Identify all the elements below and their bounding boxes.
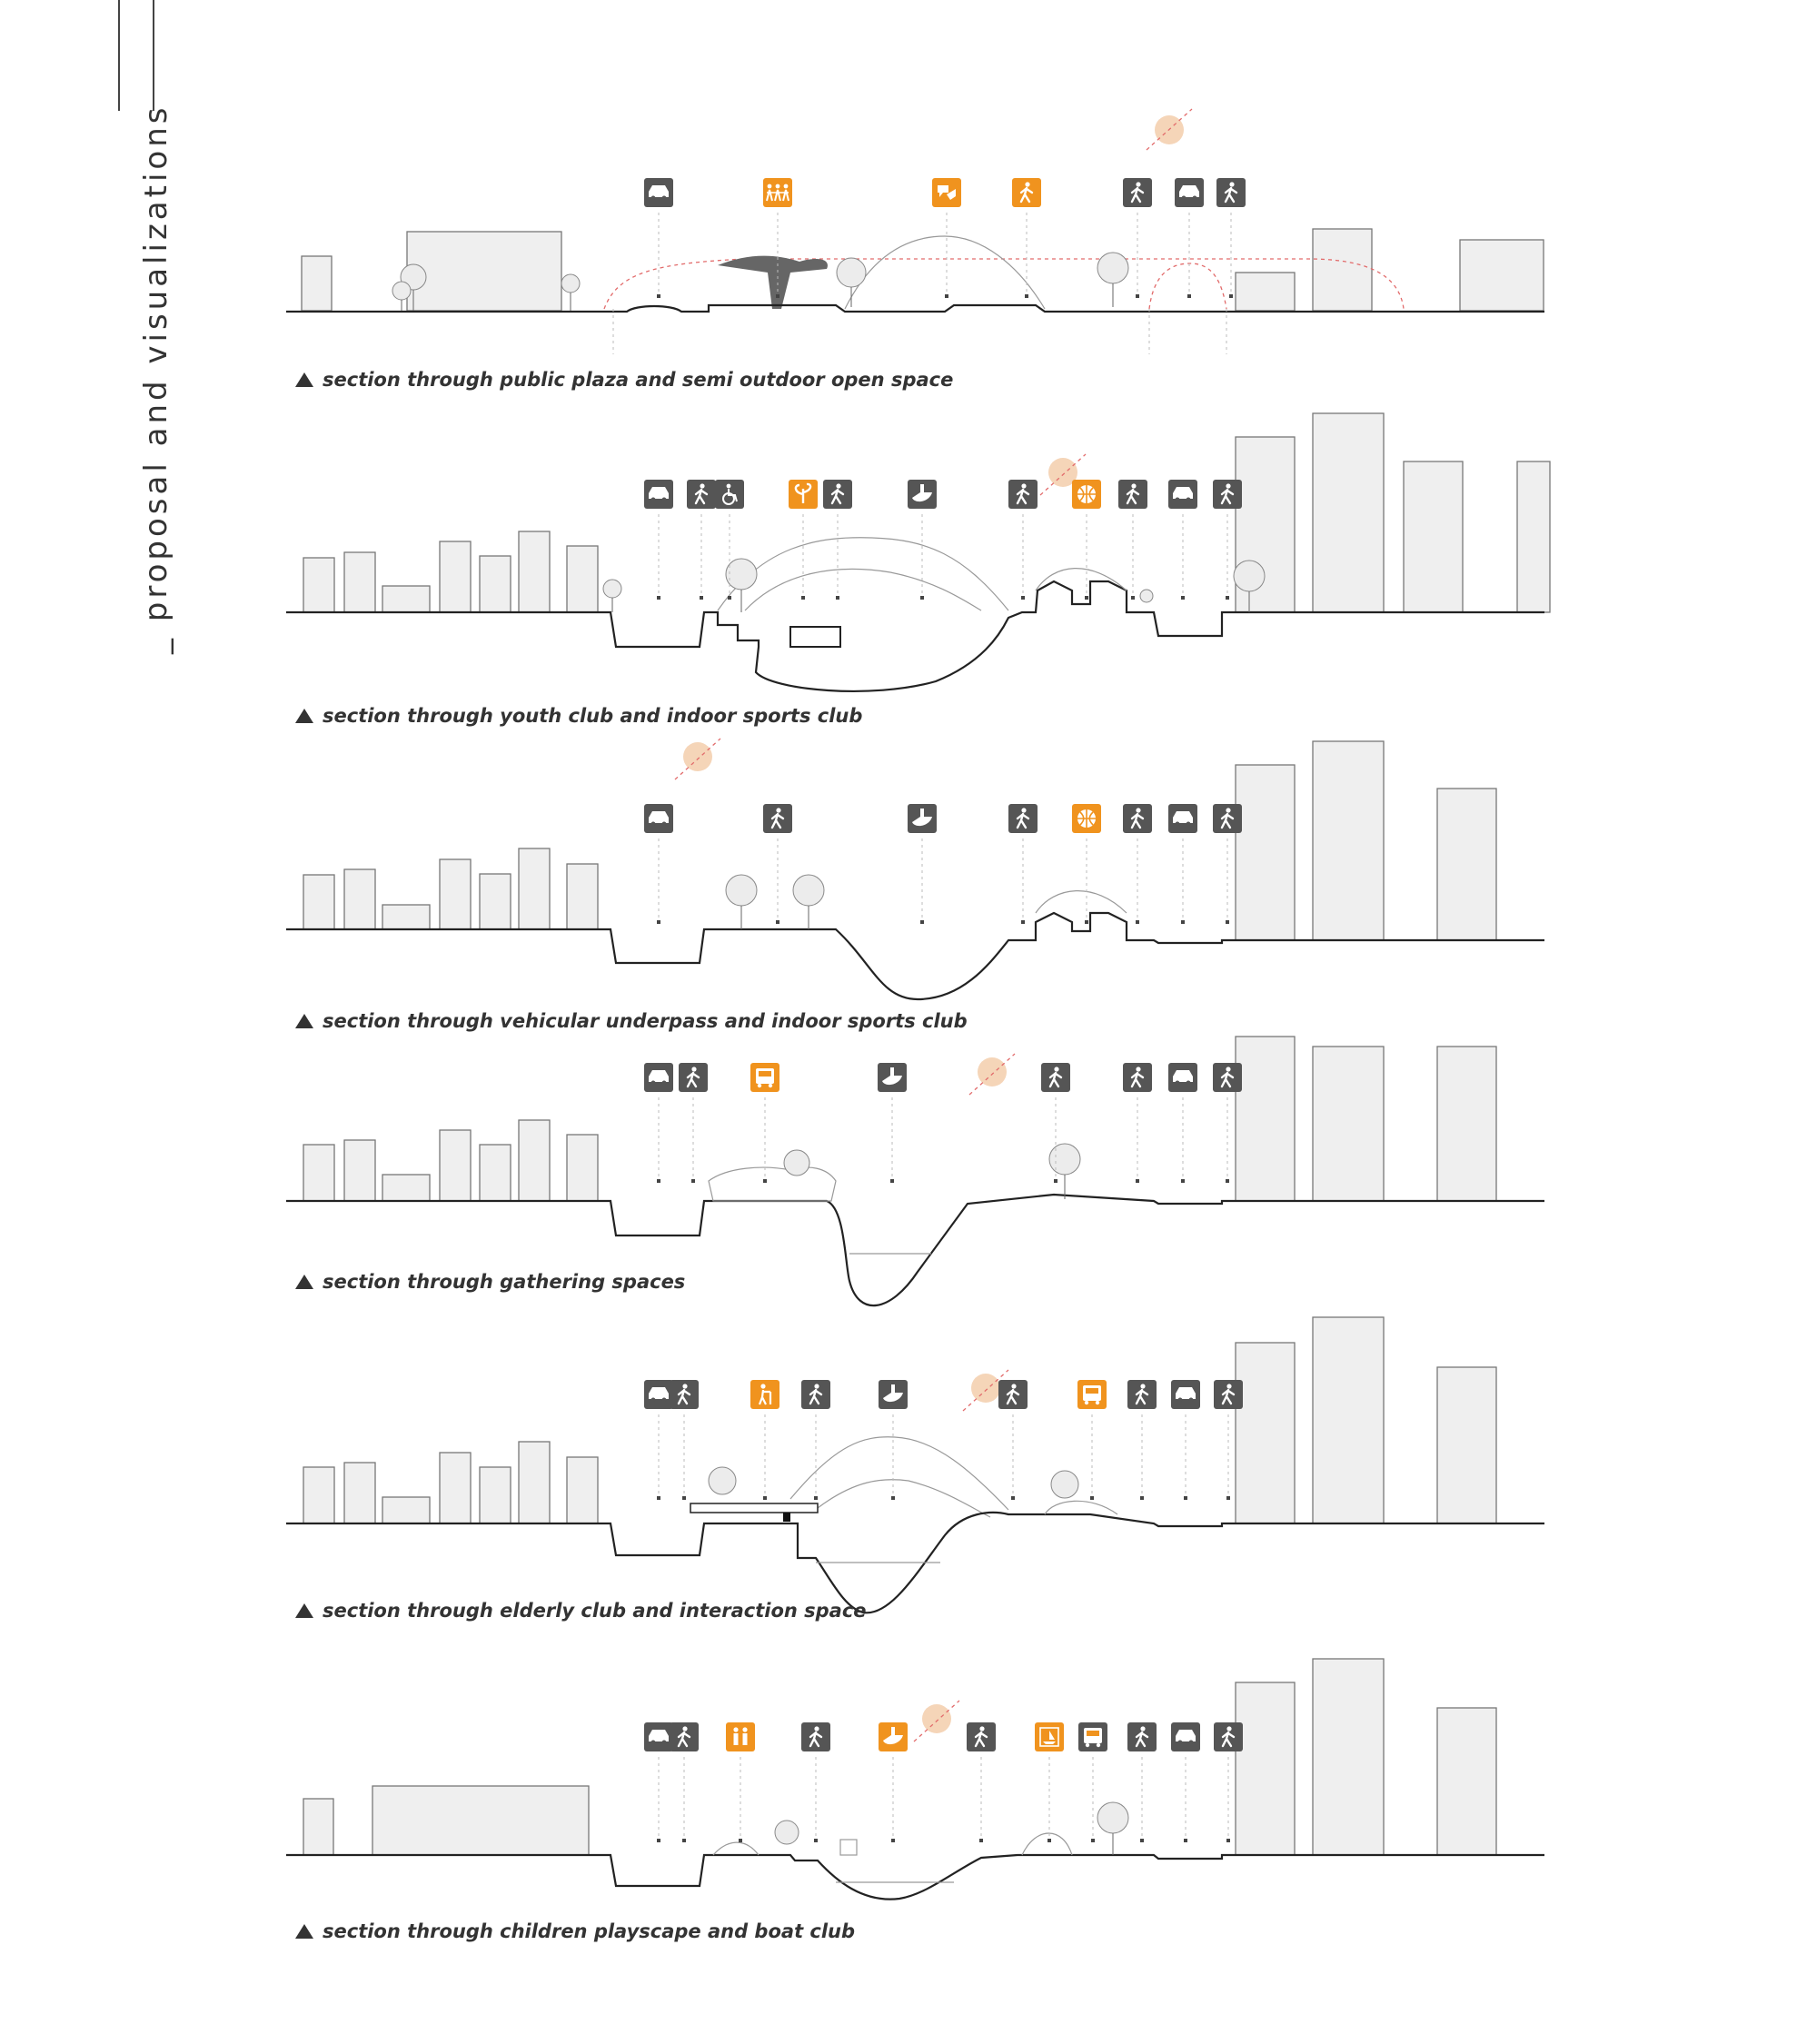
caption-text: section through public plaza and semi outdoor open space [323, 369, 954, 391]
walk-icon [670, 1380, 699, 1500]
caption-text: section through elderly club and interaction space [323, 1600, 867, 1622]
building [302, 256, 332, 311]
building [1313, 229, 1372, 311]
boat-club-canopy [1022, 1833, 1072, 1855]
car-icon [1175, 178, 1204, 298]
caption-text: section through youth club and indoor sports club [323, 705, 863, 727]
building [382, 586, 430, 612]
building [344, 1463, 375, 1523]
building [344, 869, 375, 929]
sun [675, 739, 720, 779]
building [440, 541, 471, 612]
walk-icon [763, 804, 792, 924]
car-icon [1168, 804, 1197, 924]
building [1517, 461, 1550, 612]
triangle-marker-icon [295, 1014, 313, 1028]
building [1437, 1708, 1496, 1855]
building [382, 1497, 430, 1523]
building [1236, 765, 1295, 940]
car-icon [644, 1380, 673, 1500]
triangle-marker-icon [295, 709, 313, 723]
ground-line [286, 1855, 1544, 1900]
section-caption [295, 1920, 855, 1942]
building [372, 1786, 589, 1855]
club-room [790, 627, 840, 647]
section-public-plaza [286, 109, 1544, 354]
building [303, 1467, 334, 1523]
building [519, 1442, 550, 1523]
walk-icon [670, 1722, 699, 1842]
building [480, 874, 511, 929]
car-icon [644, 804, 673, 924]
sports-dome [1036, 891, 1127, 913]
triangle-marker-icon [295, 1275, 313, 1289]
building [1404, 461, 1463, 612]
building [303, 1145, 334, 1201]
section-caption [295, 369, 953, 391]
sports-dome [1036, 569, 1127, 590]
side-title: _ proposal and visualizations [138, 104, 174, 654]
building [567, 546, 598, 612]
caption-text: section through children playscape and boat club [323, 1920, 856, 1942]
gathering-pavilion [709, 1167, 836, 1201]
triangle-marker-icon [295, 372, 313, 387]
building [519, 848, 550, 929]
chat-icon [932, 178, 961, 298]
car-icon [644, 1722, 673, 1842]
caption-text: section through gathering spaces [323, 1271, 686, 1293]
walk-icon [1012, 178, 1041, 298]
building [1236, 1343, 1295, 1523]
walk-icon [967, 1722, 996, 1842]
trees [775, 1802, 1128, 1855]
arch-outline [1149, 263, 1226, 309]
column [783, 1513, 790, 1522]
plaza-canopy [718, 256, 828, 309]
trees [784, 1144, 1080, 1199]
section-caption [295, 705, 862, 727]
building [1236, 1682, 1295, 1855]
building [440, 1130, 471, 1201]
bridge-arch [790, 1437, 1008, 1510]
sun [914, 1701, 959, 1741]
section-vehicular-underpass [286, 739, 1544, 999]
trees [726, 875, 824, 929]
building [382, 905, 430, 929]
building [519, 1120, 550, 1201]
caption-text: section through vehicular underpass and indoor sports club [323, 1010, 968, 1032]
building [1313, 1659, 1384, 1855]
walk-icon [801, 1722, 830, 1842]
building [1437, 1047, 1496, 1201]
car-icon [644, 178, 673, 298]
walk-icon [1118, 480, 1147, 600]
walk-icon [1123, 804, 1152, 924]
walk-icon [687, 480, 716, 600]
ball-icon [1072, 804, 1101, 924]
guide-lines [613, 309, 1226, 354]
play-dome [713, 1842, 759, 1855]
bus-icon [750, 1063, 779, 1183]
walk-icon [1008, 480, 1038, 600]
sun [969, 1054, 1015, 1095]
building [303, 558, 334, 612]
walk-icon [1127, 1380, 1157, 1500]
section-youth-club [286, 413, 1550, 691]
section-children-playscape [286, 1659, 1544, 1900]
car-icon [644, 480, 673, 600]
building [480, 1467, 511, 1523]
car-icon [1171, 1722, 1200, 1842]
building [1313, 1047, 1384, 1201]
building [480, 556, 511, 612]
car-icon [644, 1063, 673, 1183]
building [1313, 1317, 1384, 1523]
section-caption [295, 1600, 867, 1622]
car-icon [1168, 1063, 1197, 1183]
building [1437, 1367, 1496, 1523]
walk-icon [998, 1380, 1028, 1500]
section-caption [295, 1010, 968, 1032]
section-gathering-spaces [286, 1037, 1544, 1305]
bus-icon [1077, 1380, 1107, 1500]
boat-icon [878, 1063, 907, 1183]
building [567, 1457, 598, 1523]
interaction-pavilion [1045, 1501, 1117, 1514]
walk-icon [1123, 1063, 1152, 1183]
building [344, 552, 375, 612]
plant-icon [789, 480, 818, 600]
boat-icon [908, 480, 937, 600]
sun [1147, 109, 1192, 150]
walk-icon [1008, 804, 1038, 924]
building [303, 875, 334, 929]
building [382, 1175, 430, 1201]
section-caption [295, 1271, 685, 1293]
building [567, 864, 598, 929]
building [1236, 1037, 1295, 1201]
arch-roof-inner [745, 569, 981, 610]
elderly-club-deck [690, 1503, 818, 1513]
kids-icon [726, 1722, 755, 1842]
building [519, 531, 550, 612]
boat-kiosk [840, 1840, 857, 1855]
triangle-marker-icon [295, 1924, 313, 1939]
sail-icon [1035, 1722, 1064, 1842]
walk-icon [1127, 1722, 1157, 1842]
building [1460, 240, 1544, 311]
building [1313, 741, 1384, 940]
boat-icon [908, 804, 937, 924]
building [567, 1135, 598, 1201]
triangle-marker-icon [295, 1603, 313, 1618]
building [440, 859, 471, 929]
boat-icon [879, 1722, 908, 1842]
building [1236, 273, 1295, 311]
arch-roof [718, 538, 1008, 610]
car-icon [1168, 480, 1197, 600]
walk-icon [679, 1063, 708, 1183]
building [480, 1145, 511, 1201]
building [344, 1140, 375, 1201]
building [1313, 413, 1384, 612]
building [407, 232, 561, 311]
building [440, 1453, 471, 1523]
walk-icon [1123, 178, 1152, 298]
building [303, 1799, 333, 1855]
section-elderly-club [286, 1317, 1544, 1612]
building [1437, 789, 1496, 940]
elder-icon [750, 1380, 779, 1500]
boat-icon [879, 1380, 908, 1500]
bridge-arch-inner [818, 1480, 990, 1517]
car-icon [1171, 1380, 1200, 1500]
